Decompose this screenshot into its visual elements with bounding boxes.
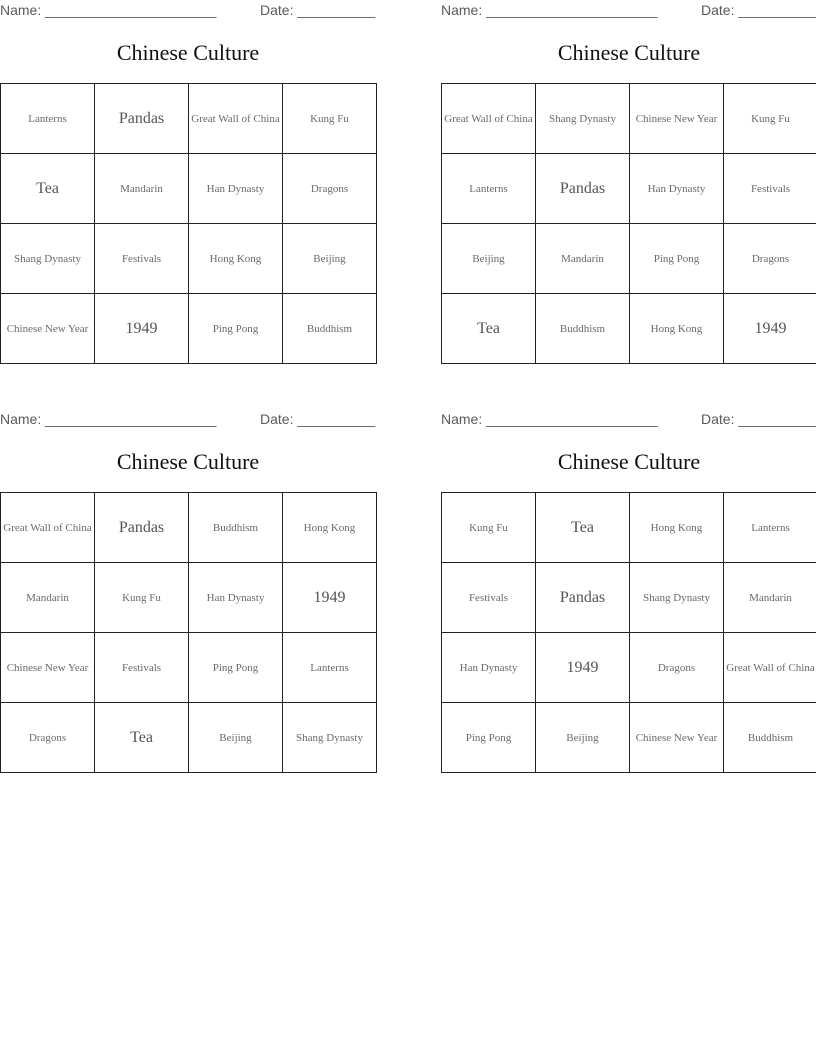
- bingo-cell: Buddhism: [189, 493, 283, 563]
- card-title: Chinese Culture: [116, 40, 260, 65]
- bingo-cell: Lanterns: [1, 84, 95, 154]
- bingo-cell: Mandarin: [724, 563, 816, 633]
- bingo-card: [0, 0, 376, 372]
- bingo-grid: [0, 83, 377, 364]
- bingo-cell: Dragons: [724, 224, 816, 294]
- grid-row: [442, 84, 816, 154]
- grid-row: [442, 294, 816, 364]
- name-field: Name: ______________________: [0, 2, 217, 18]
- bingo-cell: Shang Dynasty: [283, 703, 377, 773]
- bingo-card: [441, 409, 816, 781]
- bingo-cell: Great Wall of China: [442, 84, 536, 154]
- bingo-cell: 1949: [95, 294, 189, 364]
- bingo-grid: [441, 492, 816, 773]
- bingo-cell: Shang Dynasty: [630, 563, 724, 633]
- bingo-cell: Ping Pong: [189, 633, 283, 703]
- bingo-cell: Pandas: [95, 493, 189, 563]
- header-fields: [441, 2, 816, 20]
- bingo-card: [0, 409, 376, 781]
- bingo-cell: Mandarin: [1, 563, 95, 633]
- bingo-cell: 1949: [536, 633, 630, 703]
- bingo-cell: Ping Pong: [630, 224, 724, 294]
- bingo-cell: Buddhism: [536, 294, 630, 364]
- bingo-cell: Tea: [442, 294, 536, 364]
- bingo-cell: Hong Kong: [189, 224, 283, 294]
- bingo-cell: Chinese New Year: [630, 84, 724, 154]
- bingo-cell: Festivals: [95, 633, 189, 703]
- date-field: Date: __________: [701, 2, 816, 18]
- bingo-cell: Han Dynasty: [189, 563, 283, 633]
- bingo-cell: Beijing: [536, 703, 630, 773]
- bingo-grid: [0, 492, 377, 773]
- card-title: Chinese Culture: [557, 40, 701, 65]
- bingo-cell: Hong Kong: [283, 493, 377, 563]
- bingo-cell: Tea: [95, 703, 189, 773]
- grid-row: [1, 703, 377, 773]
- bingo-cell: Beijing: [442, 224, 536, 294]
- bingo-card: [441, 0, 816, 372]
- bingo-cell: Mandarin: [536, 224, 630, 294]
- bingo-cell: Chinese New Year: [1, 633, 95, 703]
- bingo-cell: Lanterns: [442, 154, 536, 224]
- bingo-cell: Chinese New Year: [1, 294, 95, 364]
- grid-row: [442, 633, 816, 703]
- bingo-cell: Lanterns: [724, 493, 816, 563]
- bingo-cell: Pandas: [536, 563, 630, 633]
- bingo-cell: 1949: [724, 294, 816, 364]
- grid-row: [1, 633, 377, 703]
- bingo-cell: Kung Fu: [724, 84, 816, 154]
- grid-row: [1, 154, 377, 224]
- bingo-cell: 1949: [283, 563, 377, 633]
- bingo-cell: Great Wall of China: [1, 493, 95, 563]
- grid-row: [442, 154, 816, 224]
- date-field: Date: __________: [260, 411, 376, 427]
- card-title: Chinese Culture: [557, 449, 701, 474]
- name-field: Name: ______________________: [441, 411, 658, 427]
- date-field: Date: __________: [701, 411, 816, 427]
- name-field: Name: ______________________: [0, 411, 217, 427]
- bingo-cell: Great Wall of China: [724, 633, 816, 703]
- bingo-cell: Festivals: [724, 154, 816, 224]
- header-fields: [0, 411, 376, 429]
- card-title: Chinese Culture: [116, 449, 260, 474]
- grid-row: [1, 294, 377, 364]
- date-field: Date: __________: [260, 2, 376, 18]
- grid-row: [442, 224, 816, 294]
- bingo-cell: Pandas: [95, 84, 189, 154]
- bingo-cell: Dragons: [630, 633, 724, 703]
- grid-row: [1, 224, 377, 294]
- bingo-cell: Kung Fu: [442, 493, 536, 563]
- name-field: Name: ______________________: [441, 2, 658, 18]
- bingo-cell: Han Dynasty: [630, 154, 724, 224]
- bingo-cell: Hong Kong: [630, 493, 724, 563]
- bingo-cell: Dragons: [1, 703, 95, 773]
- bingo-cell: Tea: [1, 154, 95, 224]
- bingo-cell: Ping Pong: [442, 703, 536, 773]
- bingo-cell: Tea: [536, 493, 630, 563]
- bingo-cell: Festivals: [95, 224, 189, 294]
- grid-row: [442, 563, 816, 633]
- bingo-cell: Ping Pong: [189, 294, 283, 364]
- grid-row: [442, 493, 816, 563]
- bingo-cell: Beijing: [283, 224, 377, 294]
- grid-row: [1, 84, 377, 154]
- bingo-cell: Dragons: [283, 154, 377, 224]
- bingo-cell: Han Dynasty: [442, 633, 536, 703]
- bingo-cell: Kung Fu: [95, 563, 189, 633]
- grid-row: [1, 563, 377, 633]
- bingo-cell: Han Dynasty: [189, 154, 283, 224]
- bingo-cell: Beijing: [189, 703, 283, 773]
- bingo-grid: [441, 83, 816, 364]
- bingo-cell: Chinese New Year: [630, 703, 724, 773]
- header-fields: [441, 411, 816, 429]
- header-fields: [0, 2, 376, 20]
- bingo-cell: Hong Kong: [630, 294, 724, 364]
- bingo-cell: Shang Dynasty: [536, 84, 630, 154]
- bingo-cell: Buddhism: [283, 294, 377, 364]
- grid-row: [1, 493, 377, 563]
- bingo-cell: Festivals: [442, 563, 536, 633]
- bingo-cell: Shang Dynasty: [1, 224, 95, 294]
- bingo-cell: Pandas: [536, 154, 630, 224]
- bingo-cell: Buddhism: [724, 703, 816, 773]
- grid-row: [442, 703, 816, 773]
- bingo-cell: Great Wall of China: [189, 84, 283, 154]
- bingo-cell: Lanterns: [283, 633, 377, 703]
- bingo-cell: Kung Fu: [283, 84, 377, 154]
- bingo-cell: Mandarin: [95, 154, 189, 224]
